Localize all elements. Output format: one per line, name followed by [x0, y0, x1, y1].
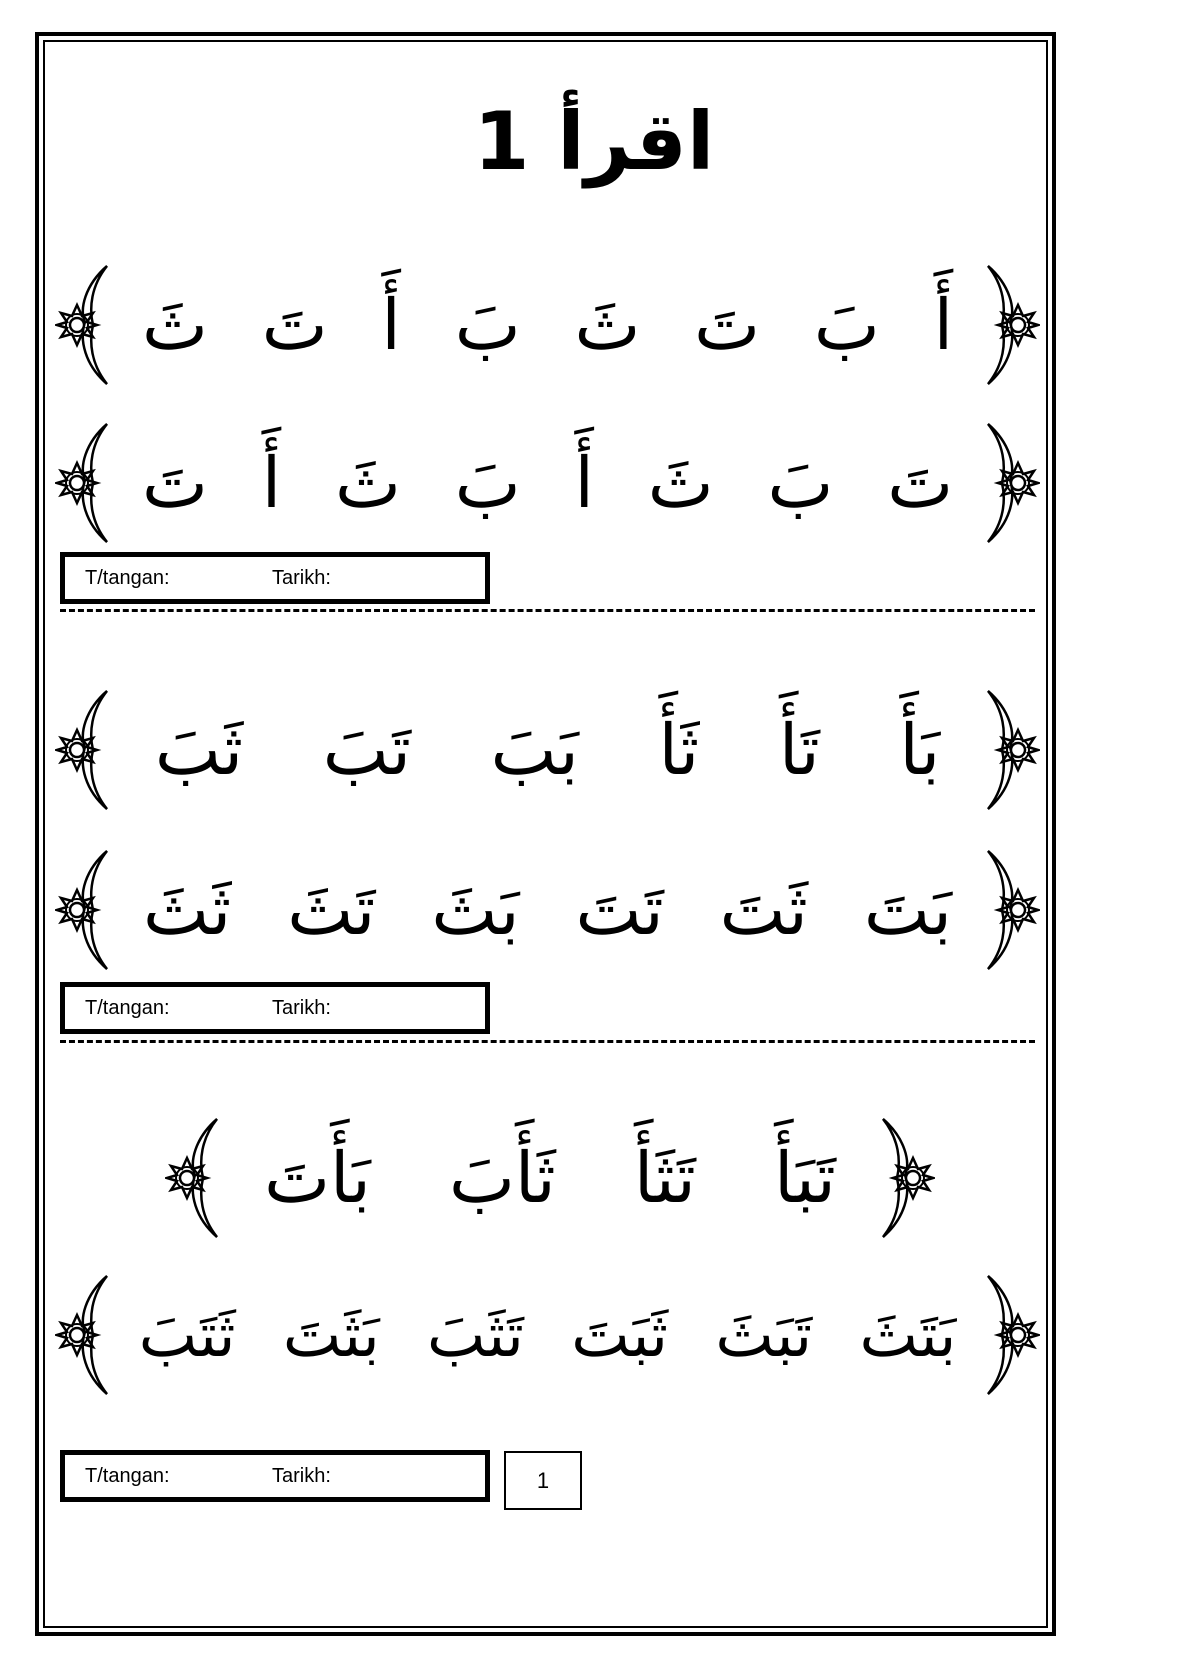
letter-syllable: بَأَتَ [264, 1137, 371, 1219]
signature-date-box [60, 552, 490, 604]
letter-syllable: تَتَ [575, 869, 664, 951]
letter-syllable: تَ [887, 442, 954, 524]
letter-syllable: ثَتَ [719, 869, 808, 951]
letter-row-content [115, 1275, 980, 1395]
letter-row [55, 680, 1040, 820]
signature-label: T/tangan: [85, 1464, 170, 1487]
letter-syllable: تَ [261, 284, 328, 366]
letter-row-content [115, 265, 980, 385]
ornament-right-icon [980, 845, 1040, 975]
letter-row [165, 1108, 935, 1248]
ornament-left-icon [55, 260, 115, 390]
letter-syllable: تَ [694, 284, 761, 366]
date-label: Tarikh: [272, 566, 331, 589]
date-label: Tarikh: [272, 1464, 331, 1487]
letter-syllable: تَبَأَ [773, 1137, 836, 1219]
letter-syllable: تَبَ [322, 709, 411, 791]
letter-syllable: بَبَ [490, 709, 579, 791]
signature-label: T/tangan: [85, 996, 170, 1019]
ornament-left-icon [165, 1113, 225, 1243]
ornament-left-icon [55, 1270, 115, 1400]
letter-syllable: بَ [813, 284, 880, 366]
letter-syllable: ثَ [574, 284, 641, 366]
letter-syllable: أَ [261, 442, 282, 524]
letter-syllable: أَ [933, 284, 954, 366]
letter-syllable: بَ [767, 442, 834, 524]
letter-syllable: أَ [574, 442, 594, 524]
letter-row [55, 1265, 1040, 1405]
letter-row [55, 255, 1040, 395]
letter-syllable: ثَتَبَ [138, 1298, 236, 1371]
letter-syllable: ثَ [334, 442, 401, 524]
letter-row-content [115, 423, 980, 543]
letter-syllable: تَ [141, 442, 208, 524]
ornament-right-icon [980, 260, 1040, 390]
ornament-left-icon [55, 685, 115, 815]
date-label: Tarikh: [272, 996, 331, 1019]
ornament-right-icon [875, 1113, 935, 1243]
ornament-right-icon [980, 1270, 1040, 1400]
letter-syllable: ثَبَتَ [571, 1298, 669, 1371]
letter-syllable: تَبَثَ [715, 1298, 813, 1371]
letter-syllable: تَثَأَ [633, 1137, 696, 1219]
letter-syllable: ثَبَ [154, 709, 244, 791]
letter-syllable: ثَ [647, 442, 714, 524]
ornament-right-icon [980, 418, 1040, 548]
signature-date-box [60, 982, 490, 1034]
signature-date-box [60, 1450, 490, 1502]
ornament-left-icon [55, 845, 115, 975]
letter-syllable: بَ [454, 442, 521, 524]
ornament-left-icon [55, 418, 115, 548]
letter-syllable: تَثَبَ [427, 1298, 524, 1371]
letter-syllable: ثَأَ [658, 709, 700, 791]
letter-syllable: بَتَثَ [859, 1298, 957, 1371]
letter-row-content [225, 1118, 875, 1238]
signature-label: T/tangan: [85, 566, 170, 589]
letter-syllable: ثَثَ [143, 869, 232, 951]
letter-syllable: ثَ [141, 284, 208, 366]
letter-row [55, 840, 1040, 980]
letter-syllable: بَثَ [431, 869, 520, 951]
letter-syllable: تَثَ [287, 869, 376, 951]
letter-syllable: بَتَ [863, 869, 953, 951]
letter-row [55, 413, 1040, 553]
page-title: اقرأ 1 [473, 95, 715, 188]
letter-syllable: تَأَ [778, 709, 820, 791]
letter-syllable: أَ [381, 284, 401, 366]
letter-row-content [115, 850, 980, 970]
letter-row-content [115, 690, 980, 810]
letter-syllable: بَ [454, 284, 521, 366]
letter-syllable: ثَأَبَ [448, 1137, 556, 1219]
page-number: 1 [504, 1451, 582, 1510]
letter-syllable: بَثَتَ [282, 1298, 380, 1371]
dashed-separator [60, 1040, 1035, 1043]
dashed-separator [60, 609, 1035, 612]
letter-syllable: بَأَ [899, 709, 941, 791]
ornament-right-icon [980, 685, 1040, 815]
